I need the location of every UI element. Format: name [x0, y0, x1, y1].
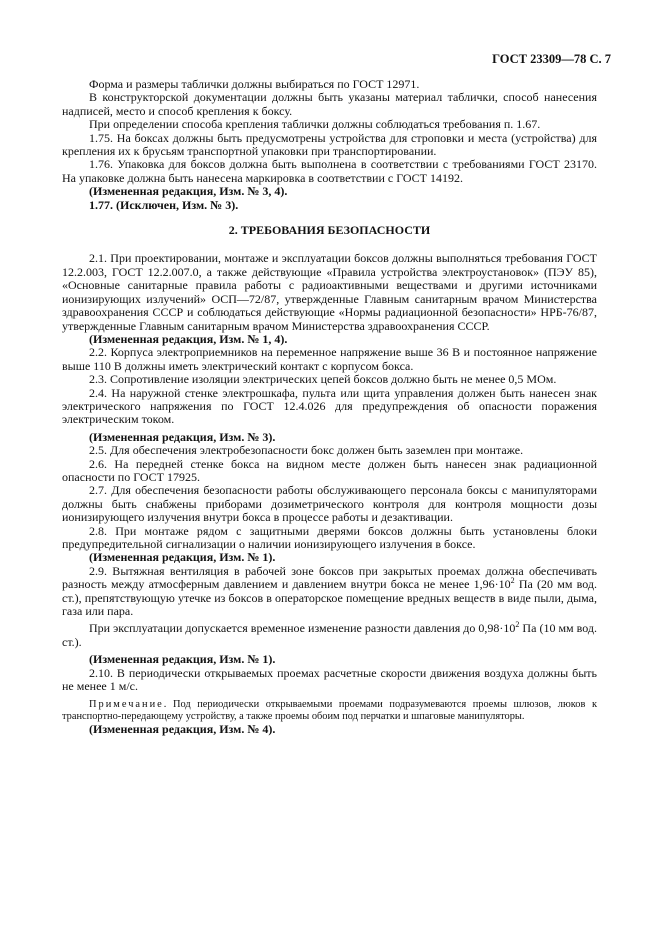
paragraph-2-9-part1: 2.9. Вытяжная вентиляция в рабочей зоне боксов при закрытых проемах должна обеспечивать разность между атмосферным давлением и давлением внутри бокса не менее 1,96·10	[62, 563, 597, 592]
paragraph: 1.75. На боксах должны быть предусмотрены устройства для строповки и места (устройства) для крепления их к брусьям транспортной упаковки при транспортировании.	[62, 130, 597, 159]
section-title: 2. ТРЕБОВАНИЯ БЕЗОПАСНОСТИ	[228, 223, 431, 238]
note-text: . Под периодически открываемыми проемами подразумеваются проемы шлюзов, люков к транспортно-передающему устройству, а также проемы обоим под перчатки и шпаговые манипуляторы.	[62, 699, 597, 723]
amendment-note: (Измененная редакция, Изм. № 4).	[89, 722, 276, 737]
document-body	[62, 78, 597, 737]
note	[62, 699, 597, 723]
amendment-note: (Измененная редакция, Изм. № 1).	[89, 652, 276, 667]
amendment-note: (Измененная редакция, Изм. № 1, 4).	[89, 331, 288, 346]
exponent: 2	[515, 620, 520, 630]
amendment-note: 1.77. (Исключен, Изм. № 3).	[89, 197, 239, 212]
paragraph-2-10: 2.10. В периодически открываемых проемах расчетные скорости движения воздуха должны быть не менее 1 м/с.	[62, 665, 597, 694]
amendment-note: (Измененная редакция, Изм. № 1).	[89, 550, 276, 565]
paragraph-2-8: 2.8. При монтаже рядом с защитными дверями боксов должны быть установлены блоки предупредительной сигнализации о наличии ионизирующего излучения в боксе.	[62, 523, 597, 551]
paragraph: 1.76. Упаковка для боксов должна быть выполнена в соответствии с требованиями ГОСТ 23170. На упаковке должна быть нанесена маркировка в соответствии с ГОСТ 14192.	[62, 157, 597, 185]
paragraph: В конструкторской документации должны быть указаны материал таблички, способ нанесения надписей, место и способ крепления к боксу.	[62, 90, 597, 118]
paragraph-2-3: 2.3. Сопротивление изоляции электрических цепей боксов должно быть не менее 0,5 МОм.	[89, 372, 557, 387]
paragraph-2-2: 2.2. Корпуса электроприемников на переменное напряжение выше 36 В и постоянное напряжение выше 110 В должны иметь электрический контакт с корпусом бокса.	[62, 345, 597, 373]
paragraph-2-4: 2.4. На наружной стенке электрошкафа, пульта или щита управления должен быть нанесен знак электрического напряжения по ГОСТ 12.4.026 для предупреждения об опасности поражения электрическим током.	[62, 385, 597, 427]
paragraph-2-5: 2.5. Для обеспечения электробезопасности бокс должен быть заземлен при монтаже.	[89, 443, 524, 458]
note-label: Примечание	[89, 699, 164, 711]
paragraph-2-9-continued	[62, 622, 597, 649]
paragraph-2-1: 2.1. При проектировании, монтаже и эксплуатации боксов должны выполняться требования ГОСТ 12.2.003, ГОСТ 12.2.007.0, а также действующие «Правила устройства электроустановок» (ПЭУ 85), «Основные санитарные правила работы с радиоактивными веществами и другими источниками ионизирующих излучений» ОСП—72/87, утвержденные Главным санитарным врачом Министерства здравоохранения СССР и соблюдаться действующие «Нормы радиационной безопасности» НРБ-76/87, утвержденные Главным санитарным врачом Министерства здравоохранения СССР.	[62, 251, 597, 333]
paragraph-2-9b-part1: При эксплуатации допускается временное изменение разности давления до 0,98·10	[89, 621, 516, 636]
paragraph-2-9b-part2: Па (10 мм вод. ст.).	[62, 621, 597, 649]
paragraph: При определении способа крепления таблички должны соблюдаться требования п. 1.67.	[89, 117, 541, 132]
paragraph-2-9	[62, 565, 597, 619]
exponent: 2	[510, 576, 515, 586]
paragraph-2-9-part2: Па (20 мм вод. ст.), препятствующую утечке из боксов в операторское помещение вредных веществ в виде пыли, дыма, газа или пара.	[62, 577, 597, 619]
amendment-note: (Измененная редакция, Изм. № 3).	[89, 429, 276, 444]
amendment-note: (Измененная редакция, Изм. № 3, 4).	[89, 184, 288, 199]
paragraph-2-7: 2.7. Для обеспечения безопасности работы обслуживающего персонала боксы с манипуляторами должны быть снабжены приборами дозиметрического контроля для контроля мощности дозы ионизирующего излучения внутри бокса в процессе работы и дезактивации.	[62, 483, 597, 525]
paragraph-2-6: 2.6. На передней стенке бокса на видном месте должен быть нанесен знак радиационной опасности по ГОСТ 17925.	[62, 456, 597, 484]
page-header: ГОСТ 23309—78 С. 7	[492, 52, 611, 66]
paragraph: Форма и размеры таблички должны выбираться по ГОСТ 12971.	[89, 77, 420, 91]
